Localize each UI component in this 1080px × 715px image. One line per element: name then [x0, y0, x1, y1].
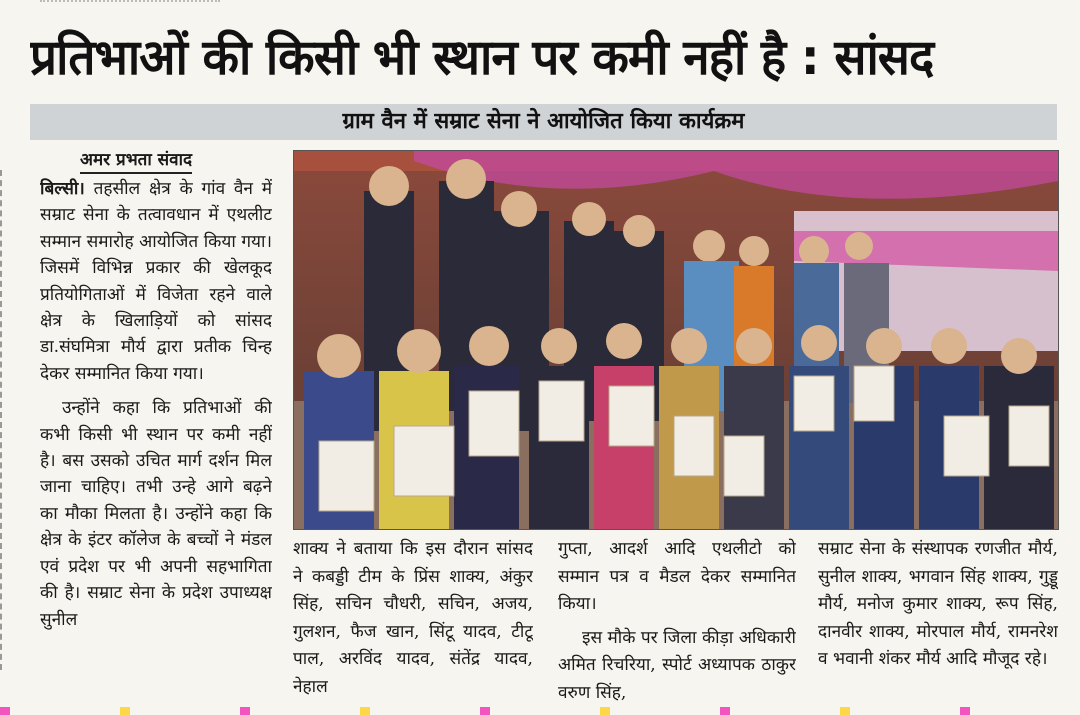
event-photo — [293, 150, 1059, 530]
faded-top-text — [40, 0, 220, 8]
paragraph-1 — [40, 176, 272, 387]
paragraph-1-text: तहसील क्षेत्र के गांव वैन में सम्राट सेना के तत्वावधान में एथलीट सम्मान समारोह आयोजित किया गया। जिसमें विभिन्न प्रकार की खेलकूद प्रतियोगिताओं में विजेता रहने वाले क्षेत्र के खिलाड़ियों को सांसद डा.संघमित्रा मौर्य द्वारा प्रतीक चिन्ह देकर सम्मानित किया गया। — [40, 179, 272, 384]
article-column-1 — [40, 176, 272, 706]
paragraph-2: उन्होंने कहा कि प्रतिभाओं की कभी किसी भी स्थान पर कमी नहीं है। बस उसको उचित मार्ग दर्शन मिल जाना चाहिए। तभी उन्हे आगे बढ़ने का मौका मिलता है। उन्होंने कहा कि क्षेत्र के इंटर कॉलेज के बच्चों ने मंडल एवं प्रदेश पर भी अपनी सहभागिता की है। सम्राट सेना के प्रदेश उपाध्यक्ष सुनील — [40, 398, 272, 630]
article-column-4 — [818, 536, 1058, 708]
column-3-paragraph-2: इस मौके पर जिला कीड़ा अधिकारी अमित रिचरिया, स्पोर्ट अध्यापक ठाकुर वरुण सिंह, — [558, 627, 796, 703]
column-4-text: सम्राट सेना के संस्थापक रणजीत मौर्य, सुनील शाक्य, भगवान सिंह शाक्य, गुड्डू मौर्य, मनोज कुमार शाक्य, रूप सिंह, दानवीर शाक्य, मोरपाल मौर्य, रामनरेश व भवानी शंकर मौर्य आदि मौजूद रहे। — [818, 539, 1058, 669]
bottom-color-dots — [0, 707, 1080, 715]
byline: अमर प्रभता संवाद — [80, 148, 192, 174]
column-3-paragraph-1: गुप्ता, आदर्श आदि एथलीटो को सम्मान पत्र व मैडल देकर सम्मानित किया। — [558, 539, 796, 614]
subheadline-bar — [30, 104, 1057, 140]
dateline: बिल्सी। — [40, 179, 85, 199]
column-divider — [0, 170, 6, 670]
event-photo-illustration — [294, 151, 1058, 529]
subheadline: ग्राम वैन में सम्राट सेना ने आयोजित किया कार्यक्रम — [342, 109, 745, 134]
article-column-2 — [293, 536, 533, 708]
article-column-3 — [558, 536, 796, 708]
headline: प्रतिभाओं की किसी भी स्थान पर कमी नहीं है : सांसद — [30, 29, 934, 86]
column-2-text: शाक्य ने बताया कि इस दौरान सांसद ने कबड्डी टीम के प्रिंस शाक्य, अंकुर सिंह, सचिन चौधरी, सचिन, अजय, गुलशन, फैज खान, सिंटू यादव, टीटू पाल, अरविंद यादव, संतेंद्र यादव, नेहाल — [293, 539, 533, 697]
